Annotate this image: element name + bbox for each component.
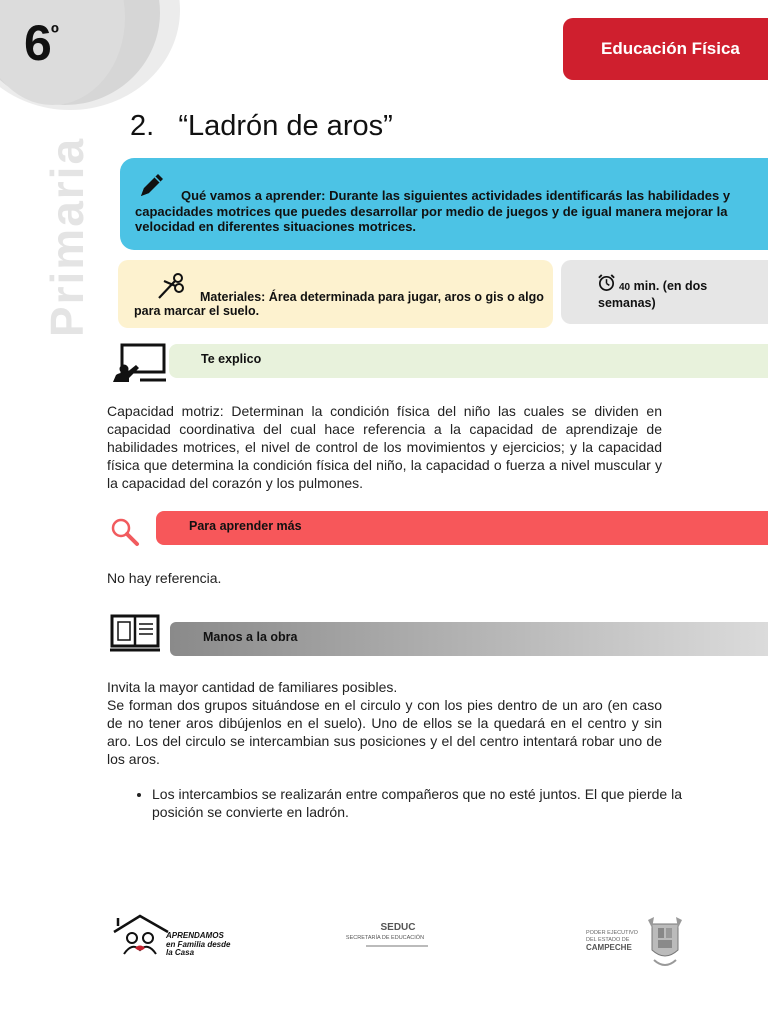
time-description: min. (en dos semanas) (598, 279, 708, 310)
section-obra-bar (170, 622, 768, 656)
capacidad-paragraph: Capacidad motriz: Determinan la condición física del niño las cuales se dividen en capacidad coordinativa del cual hace referencia a la capacidad de aprendizaje de habilidades motrices, el nivel de control de los movimientos y ejercicios; y la capacidad física que determina la condición física del niño, la capacidad o fuerza a nivel muscular y la capacidad del corazón y los pulmones. (107, 403, 662, 491)
list-item: • Los intercambios se realizarán entre compañeros que no esté juntos. El que pierde la posición se convierte en ladrón. (152, 785, 682, 821)
seduc-title: SEDUC (380, 922, 416, 933)
lesson-number: 2. (130, 110, 155, 142)
magnifier-icon (109, 516, 141, 548)
teacher-board-icon (110, 342, 168, 384)
time-text (598, 279, 748, 310)
seduc-subtitle: SECRETARÍA DE EDUCACIÓN (345, 935, 425, 941)
book-icon (109, 613, 161, 653)
obra-bullet-list (130, 785, 682, 821)
subject-badge: Educación Física (563, 18, 768, 80)
section-explico-bar (169, 344, 768, 378)
materials-text (134, 290, 544, 318)
campeche-line-3: CAMPECHE (586, 943, 632, 952)
seduc-logo (340, 922, 430, 947)
section-explico-title: Te explico (201, 352, 262, 366)
aprendamos-line-3: la Casa (166, 948, 195, 957)
learn-description: Durante las siguientes actividades identificarás las habilidades y capacidades motrices que puedes desarrollar por medio de juegos y de igual manera mejorar la velocidad en diferentes situaciones motrices. (135, 188, 731, 234)
campeche-line-2: DEL ESTADO DE (586, 936, 630, 943)
lesson-name: “Ladrón de aros” (178, 110, 393, 142)
grade-label: $6^º$ (24, 15, 58, 71)
obra-line-1: Invita la mayor cantidad de familiares posibles. (107, 679, 398, 695)
materials-description: Área determinada para jugar, aros o gis o algo para marcar el suelo. (134, 290, 544, 318)
learn-label: Qué vamos a aprender: (181, 188, 326, 203)
obra-paragraph (107, 678, 662, 768)
section-obra-title: Manos a la obra (203, 630, 298, 644)
aprendamos-line-2: en Familia desde (166, 939, 231, 949)
obra-line-2: Se forman dos grupos situándose en el circulo y con los pies dentro de un aro (en caso de no tener aros dibújenlos en el suelo). Uno de ellos se la quedará en el centro y sin aro. Los del circulo se intercambian sus posiciones y el del centro intentará robar uno de los aros. (107, 697, 662, 767)
campeche-line-1: PODER EJECUTIVO (586, 930, 638, 936)
house-family-icon (110, 912, 174, 958)
coat-of-arms-icon (646, 916, 684, 970)
section-aprender-title: Para aprender más (189, 519, 302, 533)
level-label: Primaria (41, 136, 93, 338)
seduc-divider (366, 945, 428, 947)
materials-label: Materiales: (200, 290, 266, 304)
aprendamos-line-1: APRENDAMOS (166, 931, 224, 940)
section-aprender-bar (156, 511, 768, 545)
lesson-title (130, 110, 393, 143)
no-reference-text: No hay referencia. (107, 570, 222, 586)
time-value: 40 (619, 282, 631, 293)
learn-text (135, 188, 755, 235)
